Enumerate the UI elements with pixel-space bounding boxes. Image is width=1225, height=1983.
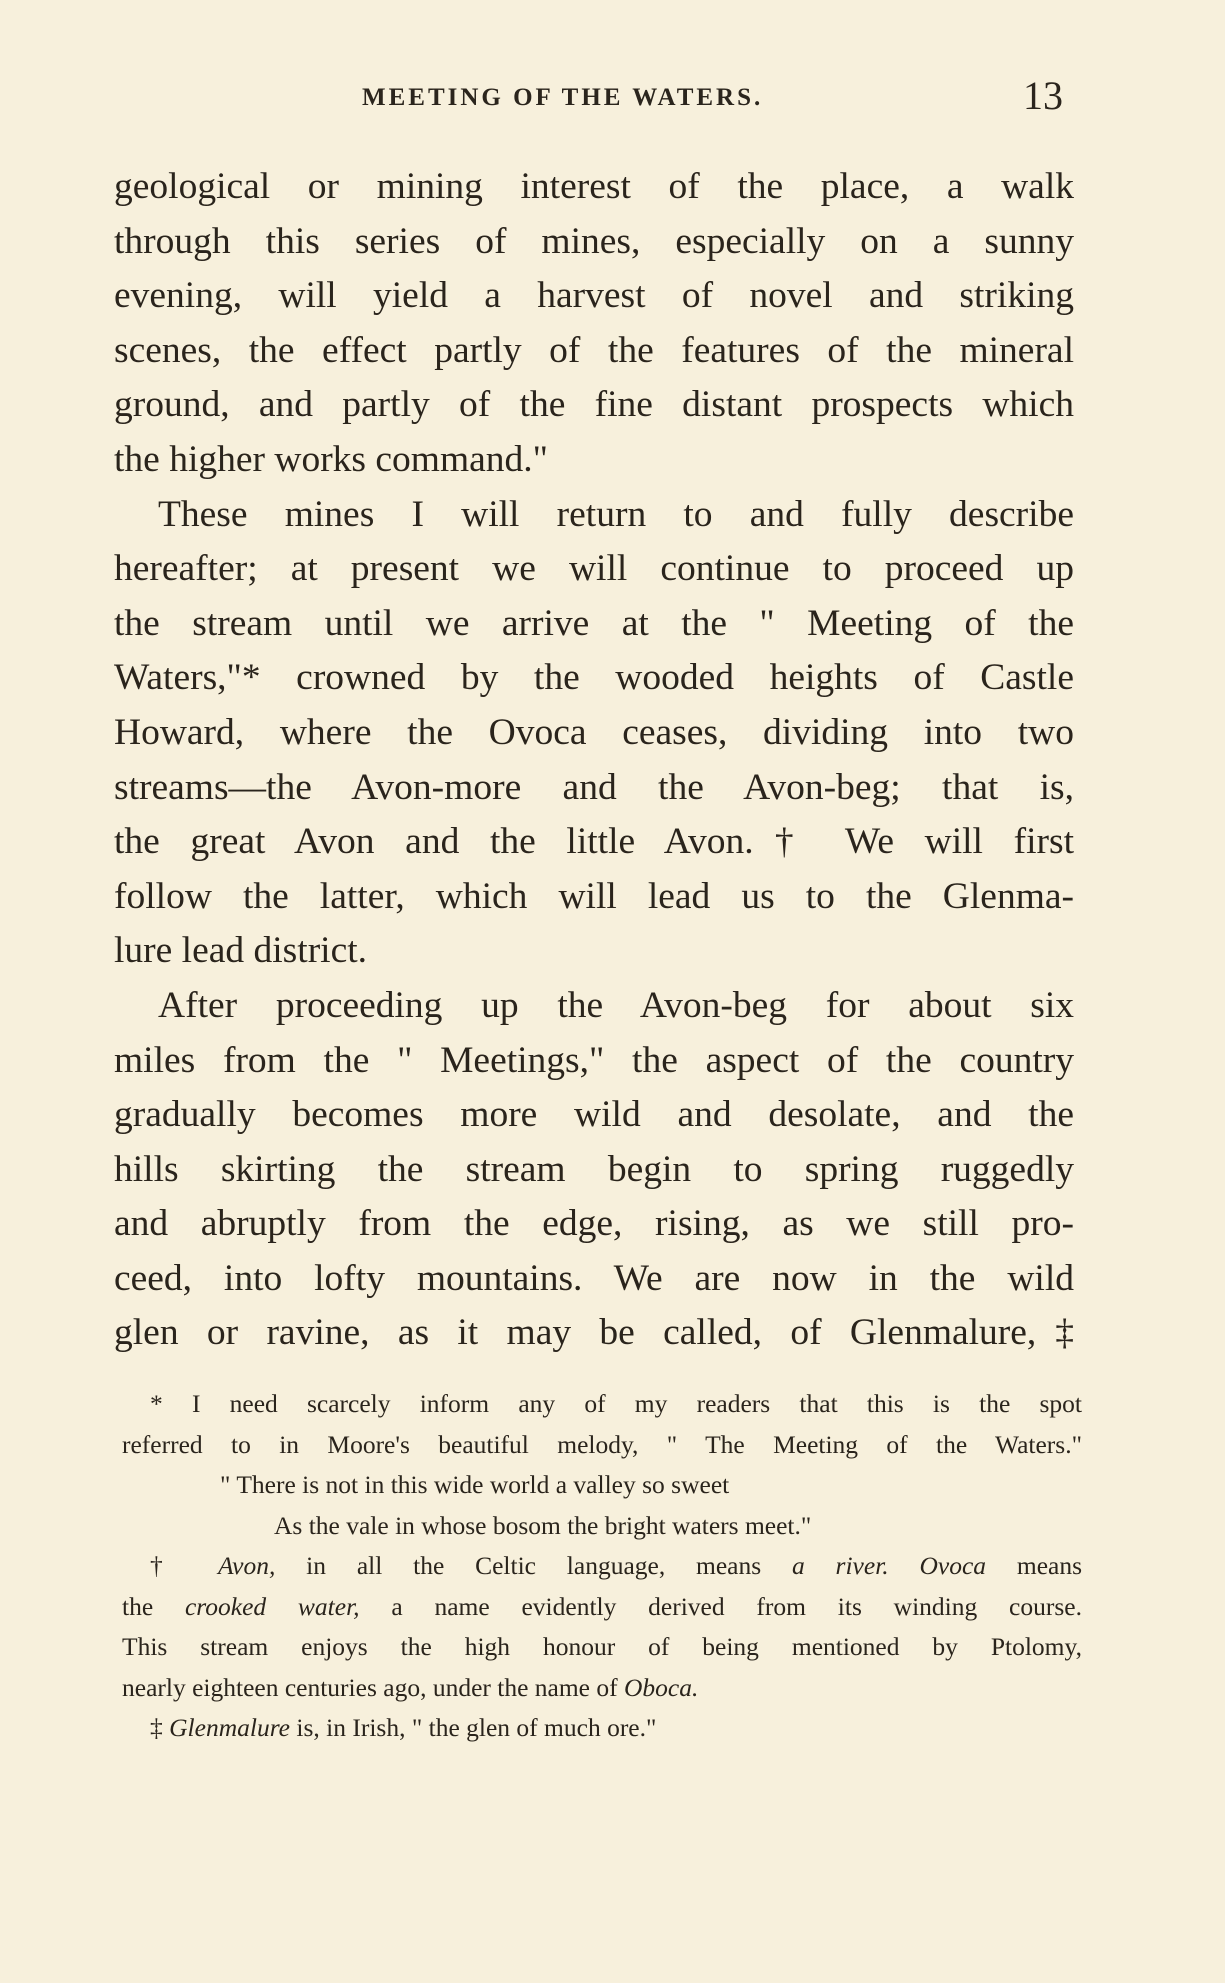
body-line: glen or ravine, as it may be called, of Glenmalure,‡ — [114, 1312, 1074, 1354]
footnote-text: nearly eighteen centuries ago, under the name of — [122, 1672, 624, 1702]
body-line: hereafter; at present we will continue to proceed up — [114, 548, 1074, 590]
footnote-verse-line: As the vale in whose bosom the bright waters meet." — [274, 1510, 812, 1540]
body-line: the stream until we arrive at the " Meeting of the — [114, 602, 1074, 644]
double-dagger-mark: ‡ — [150, 1713, 163, 1742]
body-line: the higher works command." — [114, 438, 548, 480]
footnote-italic: Avon, — [218, 1551, 276, 1580]
body-line: geological or mining interest of the place, a walk — [114, 166, 1074, 207]
body-line: lure lead district. — [114, 930, 368, 972]
footnotes — [122, 1384, 1082, 1749]
footnote-line: This stream enjoys the high honour of being mentioned by Ptolomy, — [122, 1632, 1082, 1661]
body-line: These mines I will return to and fully describe — [158, 493, 1074, 535]
footnote-text: the — [122, 1591, 185, 1621]
footnote-verse-line: " There is not in this wide world a valley so sweet — [220, 1470, 730, 1499]
footnote-line — [122, 1668, 1082, 1709]
running-head: MEETING OF THE WATERS. — [362, 84, 764, 111]
body-line: streams—the Avon-more and the Avon-beg; that is, — [114, 766, 1074, 808]
body-line: follow the latter, which will lead us to the Glenma- — [114, 875, 1074, 917]
body-line: the great Avon and the little Avon.† We will first — [114, 821, 1074, 863]
footnote-italic: Oboca. — [624, 1672, 699, 1702]
body-line: After proceeding up the Avon-beg for about six — [158, 984, 1074, 1026]
footnote-italic: a river. — [791, 1551, 889, 1580]
footnote-italic: crooked water, — [184, 1591, 360, 1621]
footnote-line: * I need scarcely inform any of my readers that this is the spot — [150, 1389, 1082, 1418]
body-line: through this series of mines, especially on a sunny — [114, 220, 1074, 262]
footnote-italic: Ovoca — [919, 1551, 987, 1580]
footnote-text — [889, 1551, 920, 1580]
footnote-text: is, in Irish, " the glen of much ore." — [290, 1713, 657, 1742]
body-line: miles from the " Meetings," the aspect of the country — [114, 1039, 1074, 1081]
body-line: Howard, where the Ovoca ceases, dividing into two — [114, 711, 1074, 753]
body-line: ceed, into lofty mountains. We are now in the wild — [114, 1257, 1074, 1299]
footnote-text: means — [986, 1551, 1083, 1580]
body-line: Waters,"* crowned by the wooded heights of Castle — [114, 657, 1074, 699]
footnote-line — [122, 1587, 1082, 1628]
body-line: ground, and partly of the fine distant prospects which — [114, 384, 1074, 426]
footnote-line — [122, 1708, 1082, 1749]
footnote-italic: Glenmalure — [169, 1713, 290, 1742]
page-header — [0, 72, 1225, 132]
body-line: and abruptly from the edge, rising, as we still pro- — [114, 1203, 1074, 1245]
body-line: gradually becomes more wild and desolate, and the — [114, 1094, 1074, 1136]
dagger-mark: † — [150, 1551, 188, 1580]
body-line: evening, will yield a harvest of novel and striking — [114, 275, 1074, 317]
body-text — [114, 160, 1074, 1361]
body-line: scenes, the effect partly of the features of the mineral — [114, 329, 1074, 371]
page-number: 13 — [1023, 73, 1063, 118]
footnote-text: a name evidently derived from its winding course. — [359, 1591, 1082, 1621]
body-line: hills skirting the stream begin to spring ruggedly — [114, 1148, 1074, 1190]
footnote-line: referred to in Moore's beautiful melody, " The Meeting of the Waters." — [122, 1429, 1082, 1459]
footnote-line — [122, 1546, 1082, 1587]
footnote-text: in all the Celtic language, means — [275, 1551, 792, 1580]
